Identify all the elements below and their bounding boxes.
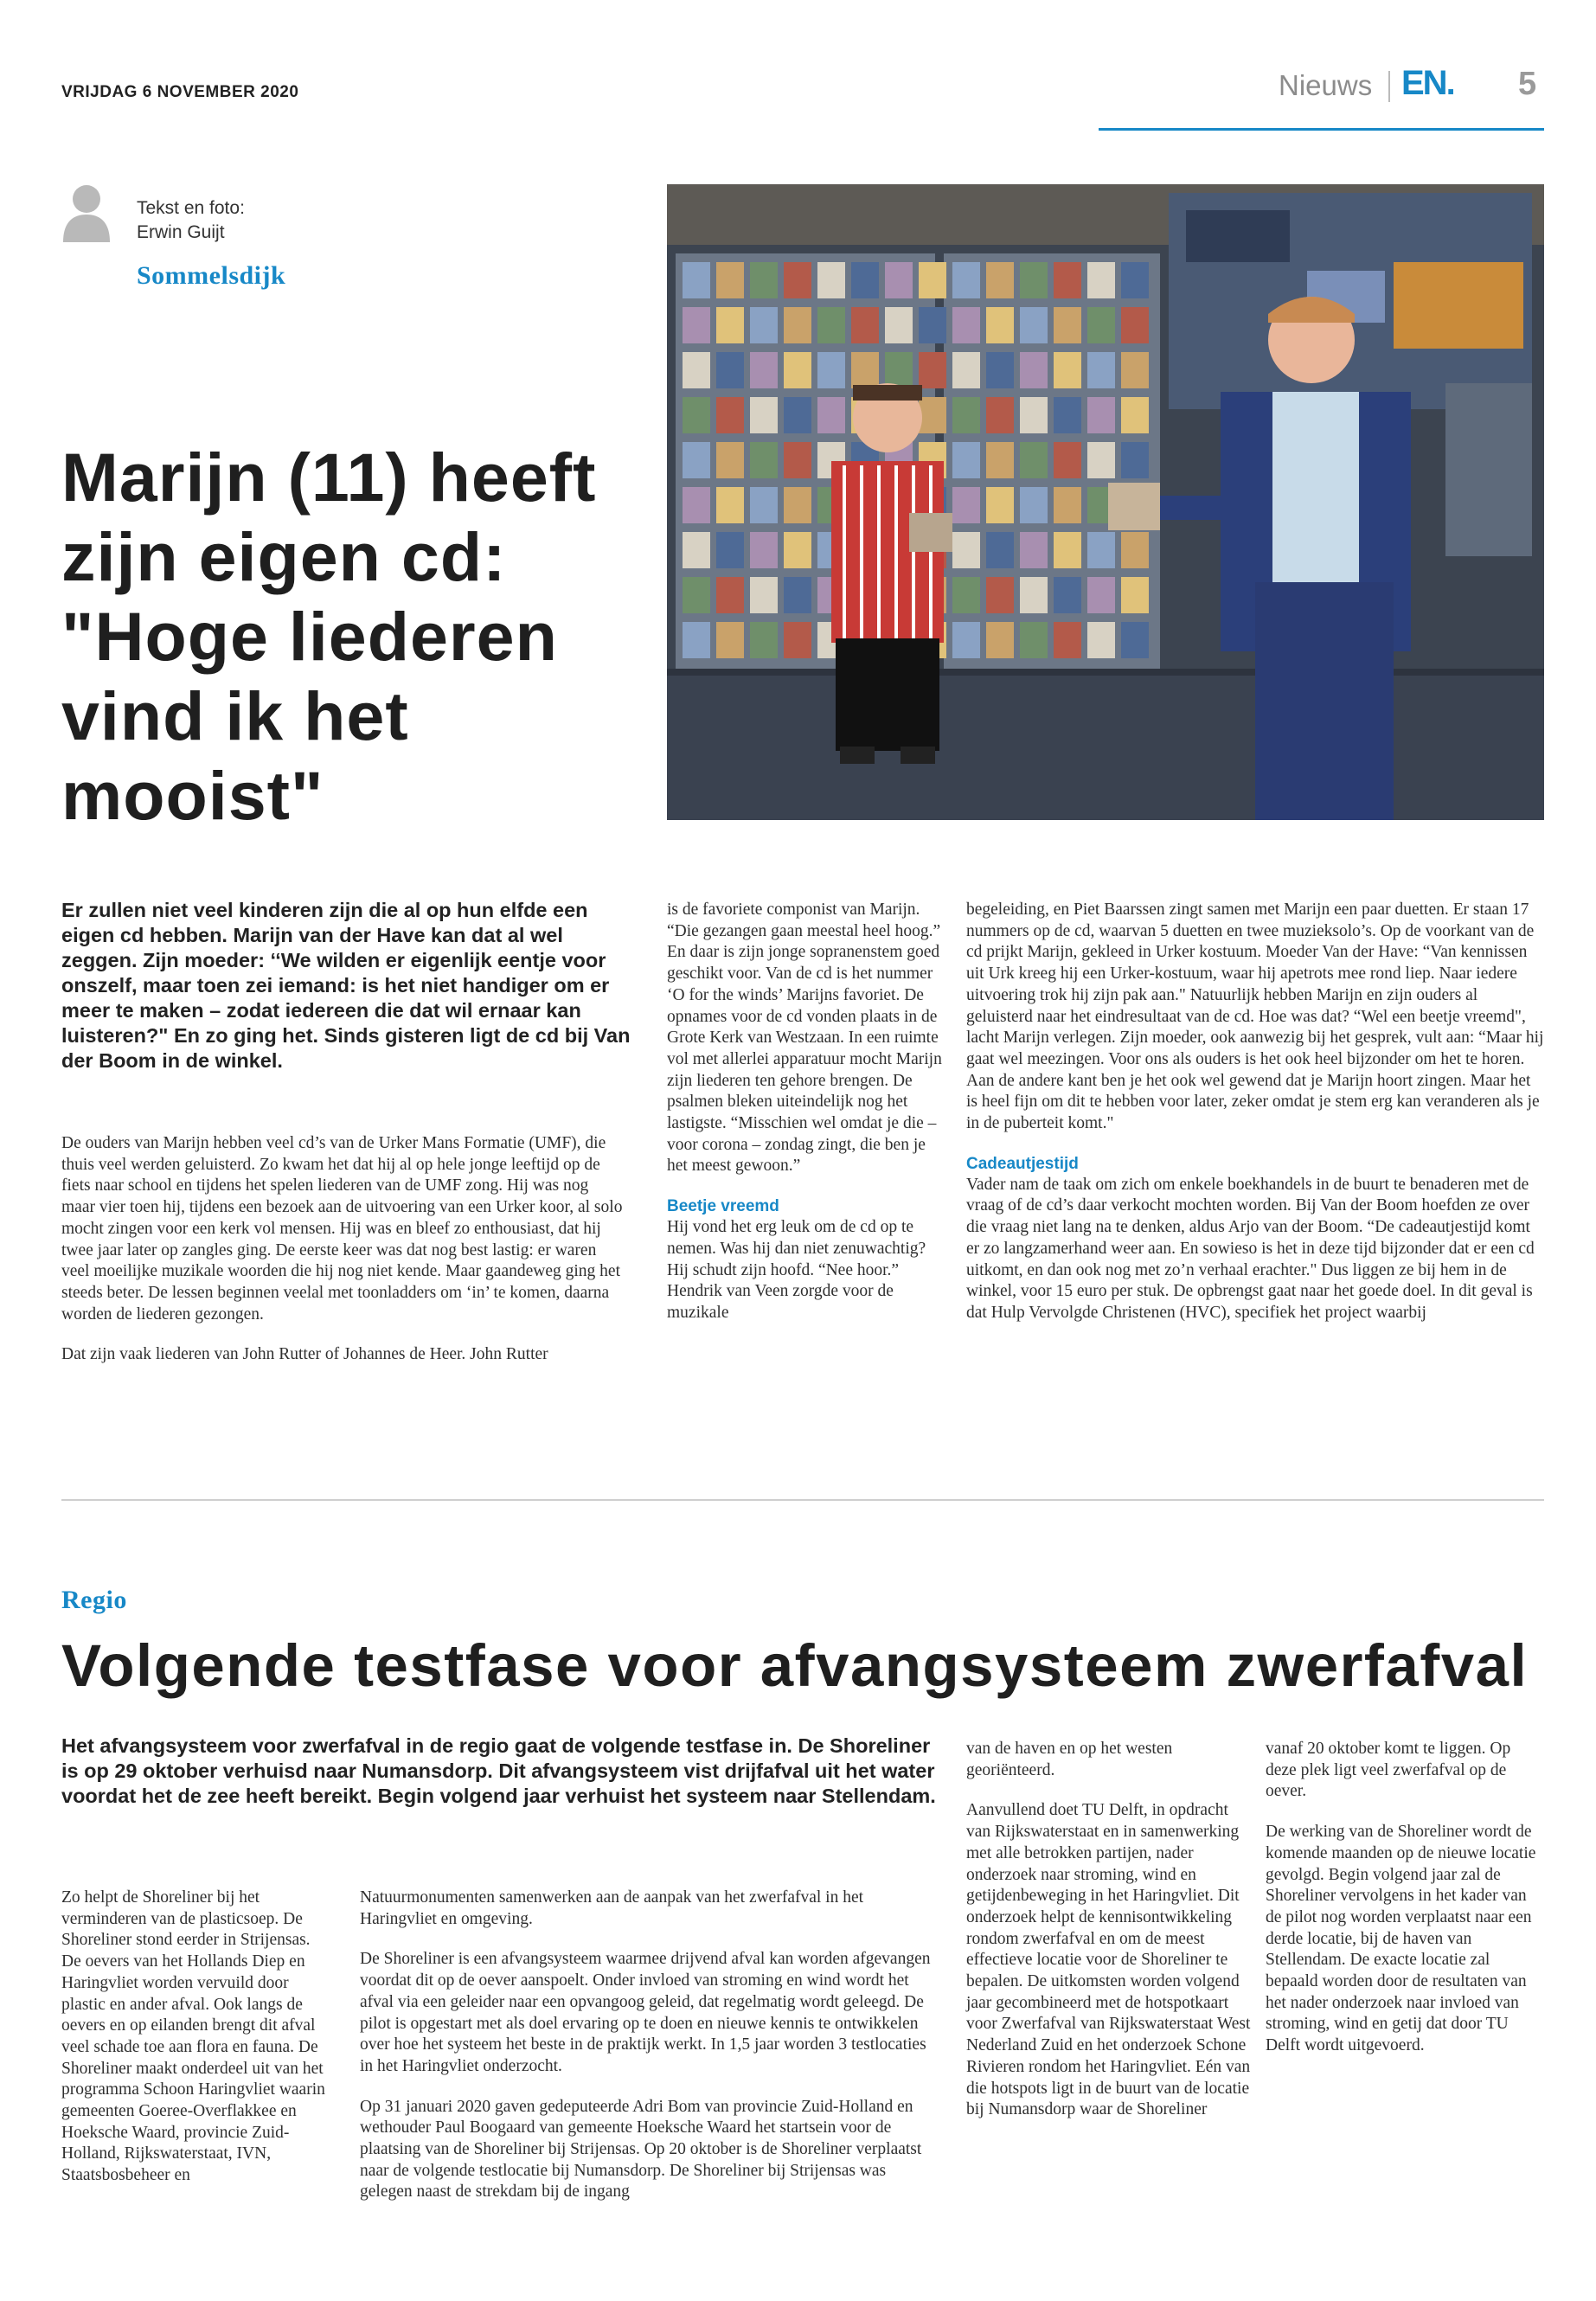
paragraph: van de haven en op het westen georiënteerd. (966, 1740, 1173, 1779)
cd-case (885, 352, 913, 388)
cd-case (952, 532, 980, 568)
cd-case (986, 442, 1014, 478)
cd-case (1121, 397, 1149, 433)
cd-case (1054, 622, 1081, 658)
cd-case (1054, 307, 1081, 343)
article-photo (667, 184, 1544, 820)
paragraph: Natuurmonumenten samenwerken aan de aanpak van het zwerfafval in het Haringvliet en omgeving. (360, 1888, 864, 1928)
cd-case (750, 262, 778, 298)
cd-case (986, 307, 1014, 343)
article-lead: Er zullen niet veel kinderen zijn die al op hun elfde een eigen cd hebben. Marijn van der Have kan dat al wel zeggen. Zijn moeder: ‘‘We wilden er eigenlijk eentje voor onszelf, maar toen zei iemand: is het niet handiger om er meer te maken – zodat iedereen die dat wil ernaar kan luisteren?" En zo ging het. Sinds gisteren ligt de cd bij Van der Boom in de winkel. (61, 899, 631, 1072)
cd-case (784, 622, 811, 658)
cd-case (1121, 622, 1149, 658)
credit-line-1: Tekst en foto: (137, 198, 245, 218)
cd-case (716, 352, 744, 388)
cd-case (986, 352, 1014, 388)
cd-case (986, 622, 1014, 658)
cd-case (784, 487, 811, 523)
cd-case (1121, 262, 1149, 298)
cd-case (986, 397, 1014, 433)
cd-case (1087, 442, 1115, 478)
cd-case (1054, 262, 1081, 298)
cd-case (716, 262, 744, 298)
cd-case (750, 307, 778, 343)
article-column-4 (1266, 1739, 1544, 2076)
cd-case (952, 622, 980, 658)
cd-case (817, 262, 845, 298)
subheading: Cadeautjestijd (966, 1154, 1079, 1173)
article-column-2 (360, 1888, 933, 2222)
paragraph: De ouders van Marijn hebben veel cd’s van de Urker Mans Formatie (UMF), die thuis veel werden geluisterd. Zo kwam het dat hij al op hele jonge leeftijd op de fiets naar school en tijdens het spelen liederen van de UMF zong. Hij was nog maar vier toen hij, tijdens een bezoek aan de uitvoering van een Urker koor, al solo mocht zingen voor een kerk vol mensen. Hij was en bleef zo enthousiast, dat hij twee jaar later op zangles ging. De eerste keer was dat nog best lastig: er waren veel moeilijke muzikale woorden die hij nog niet kende. Maar gaandeweg ging het steeds beter. De lessen beginnen veelal met toonladders om ‘in’ te komen, daarna worden de liederen gezongen. (61, 1134, 623, 1324)
cd-case (683, 577, 710, 613)
cd-case (952, 352, 980, 388)
paragraph: Vader nam de taak om zich om enkele boekhandels in de buurt te benaderen met de vraag of de cd’s daar verkocht mochten worden. Bij Van der Boom hoefden ze over die vraag niet lang na te denken, aldus Arjo van der Boom. “De cadeautjestijd komt er zo langzamerhand weer aan. En sowieso is het in deze tijd bijzonder dat er een cd uitkomt, en dan ook nog met zo’n verhaal erachter." Dus liggen ze bij hem in de winkel, voor 15 euro per stuk. De opbrengst gaat naar het goede doel. In dit geval is dat Hulp Vervolgde Christenen (HVC), specifiek het project waarbij (966, 1175, 1535, 1322)
cd-case (986, 487, 1014, 523)
paragraph: begeleiding, en Piet Baarssen zingt samen met Marijn een paar duetten. Er staan 17 nummers op de cd, waarvan 5 duetten en twee muzieksolo’s. Op de voorkant van de cd prijkt Marijn, gekleed in Urker kostuum. Moeder Van der Have: “Van kennissen uit Urk kreeg hij een Urker-kostuum, waar hij apetrots mee rond liep. Naar iedere uitvoering trok hij zijn pak aan." Natuurlijk hebben Marijn en zijn ouders al geluisterd naar het eindresultaat van de cd. Hoe was dat? “Wel een beetje vreemd", lacht Marijn verlegen. Zijn moeder, ook aanwezig bij het gesprek, vult aan: “Maar hij gaat wel meezingen. Voor ons als ouders is het ook heel bijzonder om het te horen. Aan de andere kant ben je het ook wel gewend dat je Marijn hoort zingen. Maar het is heel fijn om dit te hebben voor later, zeker omdat je stem erg kan veranderen als je in de puberteit komt." (966, 901, 1544, 1133)
cd-case (750, 352, 778, 388)
paragraph: De werking van de Shoreliner wordt de komende maanden op de nieuwe locatie gevolgd. Begin volgend jaar zal de Shoreliner vervolgens in het kader van de pilot nog worden verplaatst naar een derde locatie, bij de haven van Stellendam. De exacte locatie zal bepaald worden door de resultaten van het nader onderzoek naar invloed van stroming, wind en getij dat door TU Delft wordt uitgevoerd. (1266, 1823, 1536, 2055)
cd-case (683, 352, 710, 388)
cd-case (919, 397, 946, 433)
section-label: Nieuws (1279, 69, 1373, 101)
cd-case (716, 487, 744, 523)
cd-case (683, 487, 710, 523)
cd-case (952, 442, 980, 478)
cd-case (1087, 262, 1115, 298)
author-avatar-icon (61, 182, 112, 242)
credit-line-2: Erwin Guijt (137, 222, 225, 242)
cd-case (1121, 307, 1149, 343)
cd-case (750, 397, 778, 433)
cd-case (716, 397, 744, 433)
article-column-1 (61, 1888, 330, 2206)
cd-case (784, 577, 811, 613)
cd-case (784, 442, 811, 478)
cd-case (986, 262, 1014, 298)
cd-case (784, 397, 811, 433)
cd-case (851, 262, 879, 298)
cd-case (1020, 577, 1048, 613)
header-rule (1099, 128, 1544, 131)
cd-case (683, 622, 710, 658)
cd-case (851, 352, 879, 388)
cd-case (1121, 532, 1149, 568)
cd-case (750, 442, 778, 478)
cd-case (952, 307, 980, 343)
cd-case (1020, 352, 1048, 388)
cd-case (1020, 532, 1048, 568)
author-credit (137, 196, 245, 245)
cd-case (1054, 577, 1081, 613)
paragraph: Hij vond het erg leuk om de cd op te nemen. Was hij dan niet zenuwachtig? Hij schudt zijn hoofd. “Nee hoor.” Hendrik van Veen zorgde voor de muzikale (667, 1218, 926, 1322)
cd-case (1054, 352, 1081, 388)
cd-case (885, 307, 913, 343)
cd-case (1020, 262, 1048, 298)
header-separator (1388, 71, 1390, 102)
cd-case (716, 577, 744, 613)
cd-case (1054, 532, 1081, 568)
subheading: Beetje vreemd (667, 1197, 779, 1216)
cd-case (683, 442, 710, 478)
cd-case (1121, 352, 1149, 388)
cd-case (750, 622, 778, 658)
cd-case (986, 532, 1014, 568)
cd-case (952, 577, 980, 613)
cd-case (683, 307, 710, 343)
cd-case (716, 442, 744, 478)
cd-case (986, 577, 1014, 613)
cd-case (1087, 397, 1115, 433)
cd-case (952, 397, 980, 433)
cd-case (683, 397, 710, 433)
article-location: Sommelsdijk (137, 261, 286, 290)
cd-case (952, 262, 980, 298)
cd-case (784, 532, 811, 568)
paragraph: is de favoriete componist van Marijn. “Die gezangen gaan meestal heel hoog.” En daar is zijn jonge sopranenstem goed geschikt voor. Van de cd is het nummer ‘O for the winds’ Marijns favoriet. De opnames voor de cd vonden plaats in de Grote Kerk van Westzaan. In een ruimte vol met allerlei apparatuur mocht Marijn zijn liederen ten gehore brengen. De psalmen bleken uiteindelijk nog het lastigste. “Misschien wel omdat je die – voor corona – zondag zingt, die ben je het meest gewoon.” (667, 901, 942, 1176)
cd-case (1121, 442, 1149, 478)
cd-case (1020, 307, 1048, 343)
cd-case (784, 262, 811, 298)
cd-case (750, 532, 778, 568)
cd-case (1020, 487, 1048, 523)
article-column-2 (667, 900, 942, 1343)
article-region: Regio (61, 1586, 127, 1614)
paragraph: Dat zijn vaak liederen van John Rutter of Johannes de Heer. John Rutter (61, 1345, 548, 1364)
paragraph: Aanvullend doet TU Delft, in opdracht van Rijkswaterstaat en in samenwerking met alle betrokken partijen, nader onderzoek naar stroming, wind en getijdenbeweging in het Haringvliet. Dit onderzoek helpt de kennisontwikkeling rondom zwerfafval en om de meest effectieve locatie voor de Shoreliner te bepalen. De uitkomsten worden volgend jaar gecombineerd met de hotspotkaart voor Zwerfafval van Rijkswaterstaat West Nederland Zuid en het onderzoek Schone Rivieren rondom het Haringvliet. Eén van die hotspots ligt in de buurt van de locatie bij Numansdorp waar de Shoreliner (966, 1801, 1251, 2119)
cd-case (1087, 532, 1115, 568)
article-headline: Marijn (11) heeft zijn eigen cd: "Hoge liederen vind ik het mooist" (61, 439, 597, 834)
cd-case (784, 307, 811, 343)
article-lead: Het afvangsysteem voor zwerfafval in de regio gaat de volgende testfase in. De Shoreliner is op 29 oktober verhuisd naar Numansdorp. Dit afvangsysteem vist drijfafval uit het water voordat het de zee heeft bereikt. Begin volgend jaar verhuist het systeem naar Stellendam. (61, 1734, 936, 1807)
cd-case (716, 532, 744, 568)
paragraph: vanaf 20 oktober komt te liggen. Op deze plek ligt veel zwerfafval op de oever. (1266, 1740, 1511, 1801)
cd-case (1087, 622, 1115, 658)
cd-case (919, 307, 946, 343)
cd-case (919, 352, 946, 388)
cd-case (1054, 487, 1081, 523)
cd-case (919, 262, 946, 298)
article-column-3 (966, 1739, 1252, 2140)
cd-case (851, 307, 879, 343)
publication-logo: EN. (1401, 64, 1454, 102)
cd-case (1020, 397, 1048, 433)
cd-case (716, 622, 744, 658)
cd-case (1087, 307, 1115, 343)
cd-case (784, 352, 811, 388)
cd-case (1020, 442, 1048, 478)
cd-case (683, 532, 710, 568)
article-column-3 (966, 900, 1544, 1343)
cd-case (750, 577, 778, 613)
cd-case (885, 262, 913, 298)
cd-case (1054, 442, 1081, 478)
cd-case (1121, 577, 1149, 613)
cd-case (817, 352, 845, 388)
article-divider (61, 1499, 1544, 1501)
article-headline: Volgende testfase voor afvangsysteem zwerfafval (61, 1632, 1529, 1699)
article-column-1 (61, 1133, 624, 1385)
cd-case (683, 262, 710, 298)
cd-case (1054, 397, 1081, 433)
cd-case (817, 397, 845, 433)
cd-case (716, 307, 744, 343)
cd-case (750, 487, 778, 523)
cd-case (817, 307, 845, 343)
paragraph: Op 31 januari 2020 gaven gedeputeerde Adri Bom van provincie Zuid-Holland en wethouder Paul Boogaard van gemeente Hoeksche Waard het startsein voor de plaatsing van de Shoreliner bij Strijensas. Op 20 oktober is de Shoreliner verplaatst naar de volgende testlocatie bij Numansdorp. De Shoreliner bij Strijensas was gelegen naast de strekdam bij de ingang (360, 2097, 922, 2202)
page-number: 5 (1518, 66, 1537, 102)
issue-date: VRIJDAG 6 NOVEMBER 2020 (61, 83, 299, 101)
cd-case (1087, 352, 1115, 388)
cd-case (952, 487, 980, 523)
paragraph: De Shoreliner is een afvangsysteem waarmee drijvend afval kan worden afgevangen voordat dit op de oever aanspoelt. Onder invloed van stroming en wind wordt het afval via een geleider naar een opvangoog geleid, dat regelmatig wordt geleegd. De pilot is opgestart met als doel ervaring op te doen en nieuwe kennis te ontwikkelen over hoe het systeem het beste in de praktijk werkt. In 1,5 jaar worden 3 testlocaties in het Haringvliet onderzocht. (360, 1950, 931, 2075)
cd-case (1020, 622, 1048, 658)
cd-case (1087, 577, 1115, 613)
paragraph: Zo helpt de Shoreliner bij het verminderen van de plasticsoep. De Shoreliner stond eerder in Strijensas. De oevers van het Hollands Diep en Haringvliet worden vervuild door plastic en ander afval. Ook langs de oevers en op eilanden brengt dit afval veel schade toe aan flora en fauna. De Shoreliner maakt onderdeel uit van het programma Schoon Haringvliet waarin gemeenten Goeree-Overflakkee en Hoeksche Waard, provincie Zuid-Holland, Rijkswaterstaat, IVN, Staatsbosbeheer en (61, 1888, 325, 2185)
